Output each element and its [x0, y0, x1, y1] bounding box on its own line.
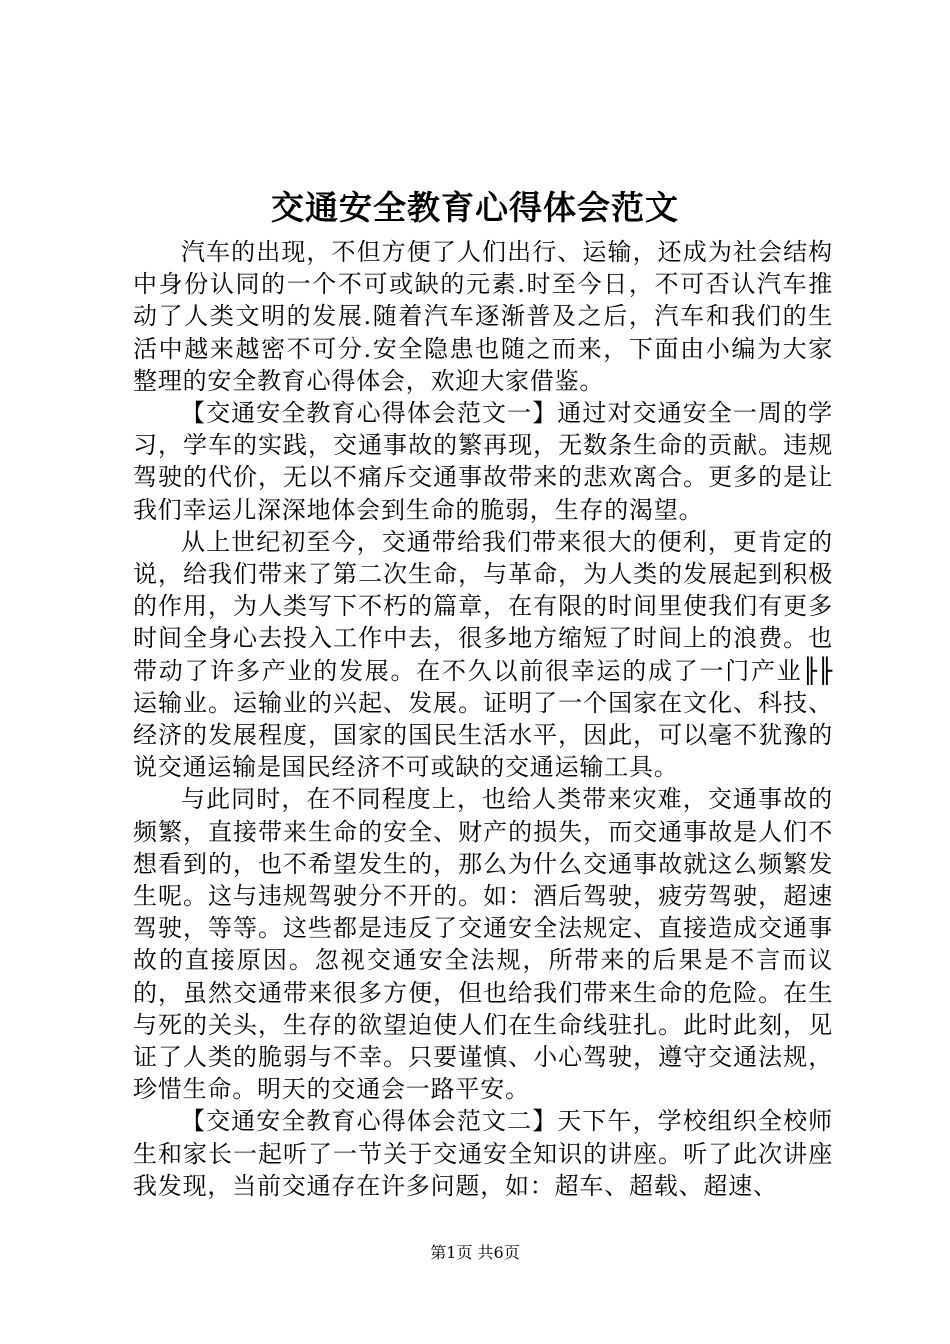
paragraph-intro: 汽车的出现，不但方便了人们出行、运输，还成为社会结构中身份认同的一个不可或缺的元素.时至今日，不可否认汽车推动了人类文明的发展.随着汽车逐渐普及之后，汽车和我们的生活中越来越密不可分.安全隐患也随之而来，下面由小编为大家整理的安全教育心得体会，欢迎大家借鉴。: [133, 238, 833, 395]
document-title: 交通安全教育心得体会范文: [271, 188, 679, 227]
page-number-footer: 第1页 共6页: [430, 1243, 520, 1262]
document-body: [133, 236, 833, 1202]
paragraph-traffic-accidents: 与此同时，在不同程度上，也给人类带来灾难，交通事故的频繁，直接带来生命的安全、财产的损失，而交通事故是人们不想看到的，也不希望发生的，那么为什么交通事故就这么频繁发生呢。这与违规驾驶分不开的。如：酒后驾驶，疲劳驾驶，超速驾驶，等等。这些都是违反了交通安全法规定、直接造成交通事故的直接原因。忽视交通安全法规，所带来的后果是不言而议的，虽然交通带来很多方便，但也给我们带来生命的危险。在生与死的关头，生存的欲望迫使人们在生命线驻扎。此时此刻，见证了人类的脆弱与不幸。只要谨慎、小心驾驶，遵守交通法规，珍惜生命。明天的交通会一路平安。: [133, 785, 833, 1104]
paragraph-essay-one-opening: 【交通安全教育心得体会范文一】通过对交通安全一周的学习，学车的实践，交通事故的繁再现，无数条生命的贡献。违规驾驶的代价，无以不痛斥交通事故带来的悲欢离合。更多的是让我们幸运儿深深地体会到生命的脆弱，生存的渴望。: [133, 399, 833, 524]
paragraph-transport-benefits: 从上世纪初至今，交通带给我们带来很大的便利，更肯定的说，给我们带来了第二次生命，与革命，为人类的发展起到积极的作用，为人类写下不朽的篇章，在有限的时间里使我们有更多时间全身心去投入工作中去，很多地方缩短了时间上的浪费。也带动了许多产业的发展。在不久以前很幸运的成了一门产业╟╟运输业。运输业的兴起、发展。证明了一个国家在文化、科技、经济的发展程度，国家的国民生活水平，因此，可以毫不犹豫的说交通运输是国民经济不可或缺的交通运输工具。: [133, 527, 833, 782]
paragraph-essay-two-opening: 【交通安全教育心得体会范文二】天下午，学校组织全校师生和家长一起听了一节关于交通安全知识的讲座。听了此次讲座我发现，当前交通存在许多问题，如：超车、超载、超速、: [133, 1107, 833, 1200]
